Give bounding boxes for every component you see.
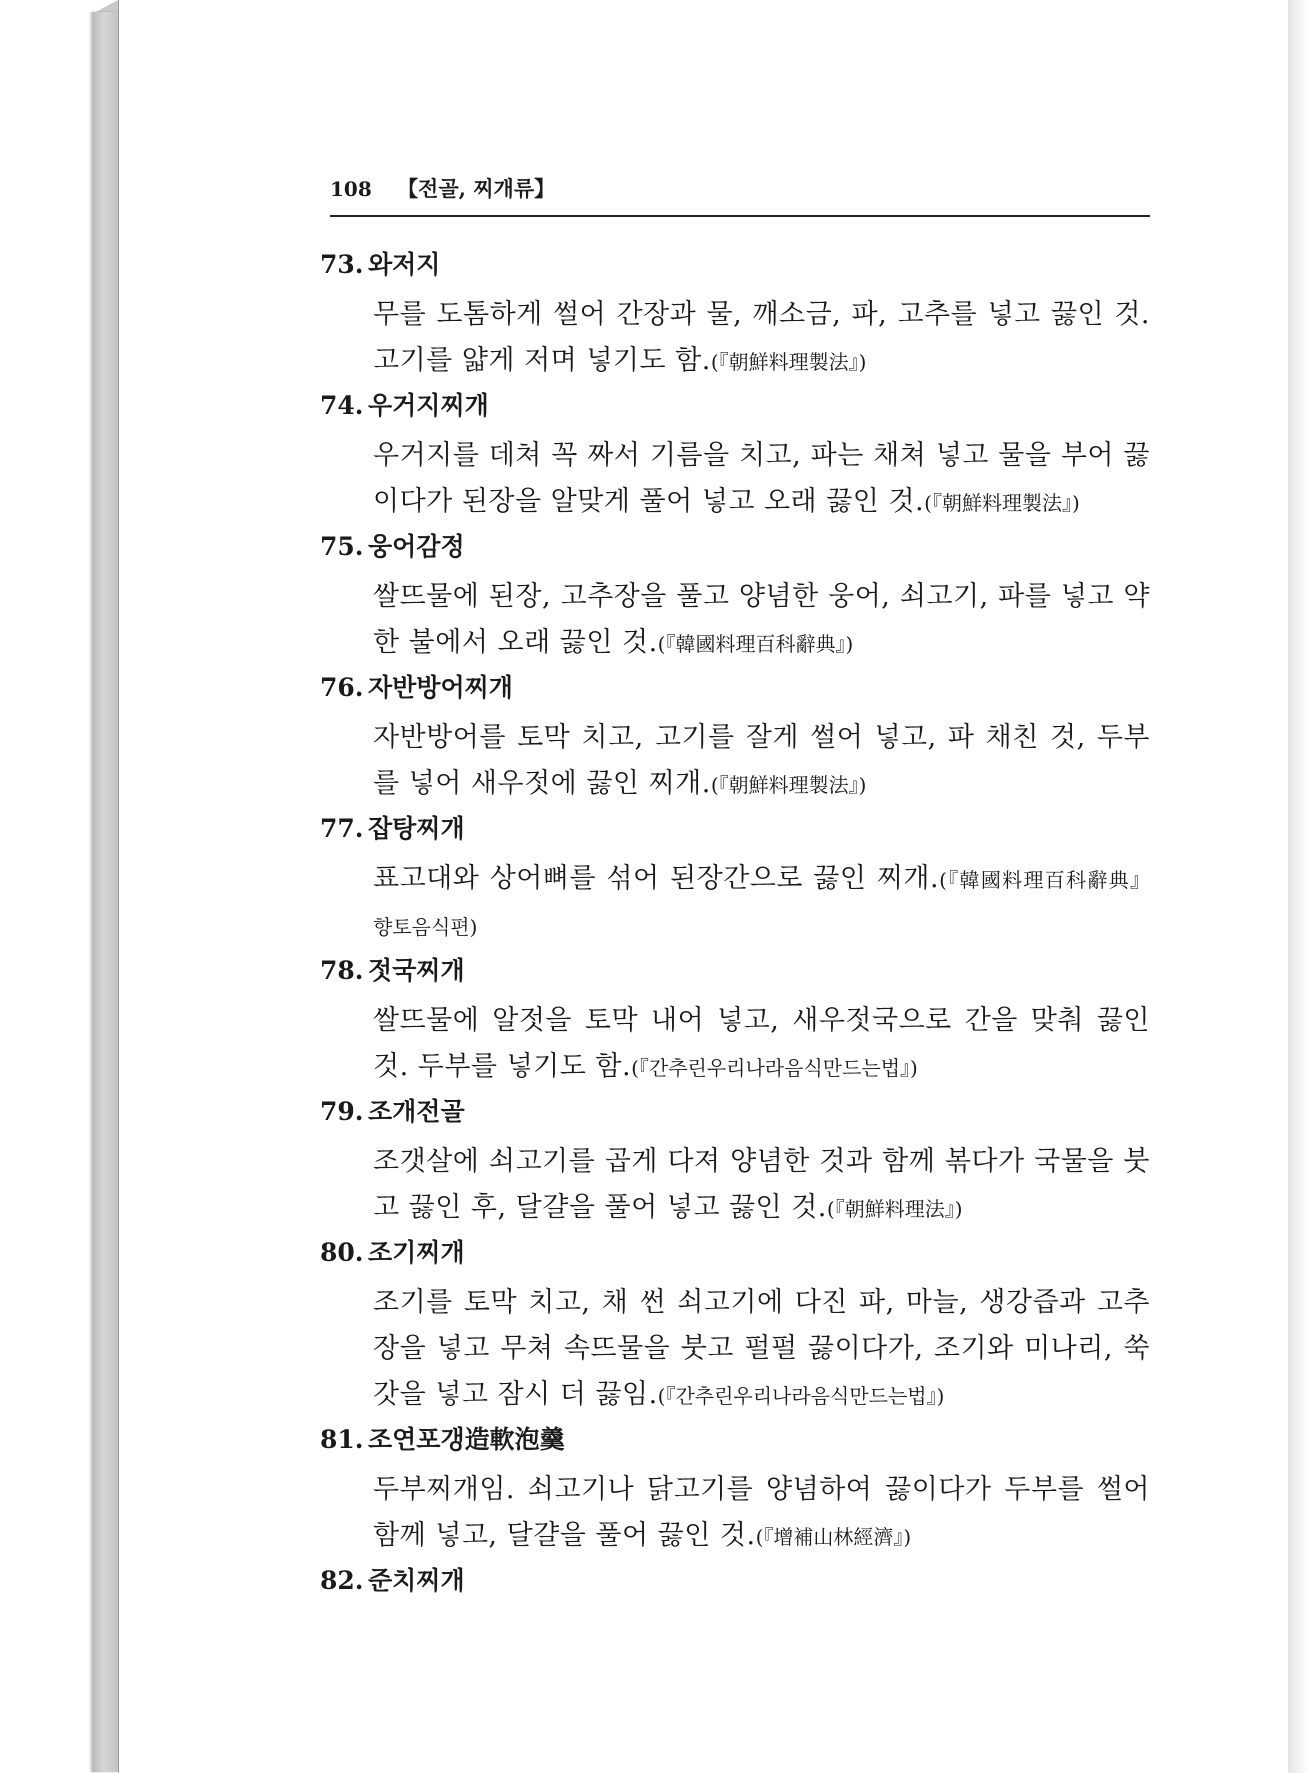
entry-term: 자반방어찌개 [368,673,513,702]
entry-number: 73. [320,250,364,279]
entry-text: 우거지를 데쳐 꼭 짜서 기름을 치고, 파는 채쳐 넣고 물을 부어 끓이다가 된장을 알맞게 풀어 넣고 오래 끓인 것. [373,440,1150,517]
entry-citation: (『增補山林經濟』) [755,1525,912,1549]
entry-text: 조기를 토막 치고, 채 썬 쇠고기에 다진 파, 마늘, 생강즙과 고추장을 넣고 무쳐 속뜨물을 붓고 펄펄 끓이다가, 조기와 미나리, 쑥갓을 넣고 잠시 더 끓임. [373,1287,1150,1410]
entry-title [320,1095,1150,1139]
entry-number: 81. [320,1425,364,1454]
entry-citation: (『朝鮮料理製法』) [924,491,1080,515]
entry-77 [320,812,1150,950]
entry-title [320,1564,1150,1608]
entry-73 [320,248,1150,385]
entry-term: 조연포갱造軟泡羹 [368,1425,565,1454]
page-edge-shadow [1288,0,1309,1773]
entry-citation: (『간추린우리나라음식만드는법』) [657,1384,945,1408]
entry-description [373,998,1150,1091]
glossary-list [320,248,1150,1608]
entry-term: 젓국찌개 [368,956,465,985]
entry-text: 표고대와 상어뼈를 섞어 된장간으로 끓인 찌개. [373,863,940,894]
entry-title [320,530,1150,574]
entry-text: 자반방어를 토막 치고, 고기를 잘게 썰어 넣고, 파 채친 것, 두부를 넣어 새우젓에 끓인 찌개. [373,722,1150,799]
entry-citation: (『韓國料理百科辭典』) [657,632,854,656]
book-spine [92,12,118,1772]
entry-term: 준치찌개 [368,1566,465,1595]
entry-76 [320,671,1150,808]
entry-81 [320,1423,1150,1560]
entry-number: 77. [320,814,364,843]
entry-title [320,248,1150,292]
entry-citation: (『朝鮮料理製法』) [710,773,867,797]
entry-title [320,1423,1150,1467]
entry-title [320,389,1150,433]
entry-text: 두부찌개임. 쇠고기나 닭고기를 양념하여 끓이다가 두부를 썰어 함께 넣고, 달걀을 풀어 끓인 것. [373,1474,1150,1551]
entry-description [373,1467,1150,1560]
entry-description [373,715,1150,808]
entry-title [320,1236,1150,1280]
entry-description [373,433,1150,526]
page-number: 108 [330,177,372,201]
entry-term: 조기찌개 [368,1238,465,1267]
entry-citation: (『朝鮮料理法』) [826,1197,963,1221]
entry-description [373,1139,1150,1232]
entry-term: 잡탕찌개 [368,814,465,843]
entry-number: 82. [320,1566,364,1595]
entry-number: 78. [320,956,364,985]
entry-text: 쌀뜨물에 된장, 고추장을 풀고 양념한 웅어, 쇠고기, 파를 넣고 약한 불에서 오래 끓인 것. [373,581,1150,658]
entry-term: 와저지 [368,250,441,279]
entry-number: 76. [320,673,364,702]
entry-text: 쌀뜨물에 알젓을 토막 내어 넣고, 새우젓국으로 간을 맞춰 끓인 것. 두부를 넣기도 함. [373,1005,1150,1082]
entry-number: 74. [320,391,364,420]
entry-description [373,292,1150,385]
entry-description [373,856,1150,950]
entry-term: 웅어감정 [368,532,465,561]
running-header [330,173,1150,217]
entry-number: 75. [320,532,364,561]
entry-75 [320,530,1150,667]
entry-description [373,574,1150,667]
section-title: 【전골, 찌개류】 [397,176,556,201]
entry-82 [320,1564,1150,1608]
entry-text: 무를 도톰하게 썰어 간장과 물, 깨소금, 파, 고추를 넣고 끓인 것. 고기를 얇게 저며 넣기도 함. [373,299,1150,376]
entry-title [320,671,1150,715]
entry-number: 79. [320,1097,364,1126]
entry-citation: (『韓國料理百科辭典』 향토음식편) [373,868,1150,939]
entry-text: 조갯살에 쇠고기를 곱게 다져 양념한 것과 함께 볶다가 국물을 붓고 끓인 후, 달걀을 풀어 넣고 끓인 것. [373,1146,1150,1223]
entry-74 [320,389,1150,526]
entry-term: 우거지찌개 [368,391,489,420]
entry-term: 조개전골 [368,1097,465,1126]
entry-title [320,954,1150,998]
entry-citation: (『간추린우리나라음식만드는법』) [631,1056,918,1080]
entry-citation: (『朝鮮料理製法』) [710,350,867,374]
entry-description [373,1280,1150,1419]
entry-80 [320,1236,1150,1419]
entry-number: 80. [320,1238,364,1267]
entry-title [320,812,1150,856]
entry-79 [320,1095,1150,1232]
entry-78 [320,954,1150,1091]
